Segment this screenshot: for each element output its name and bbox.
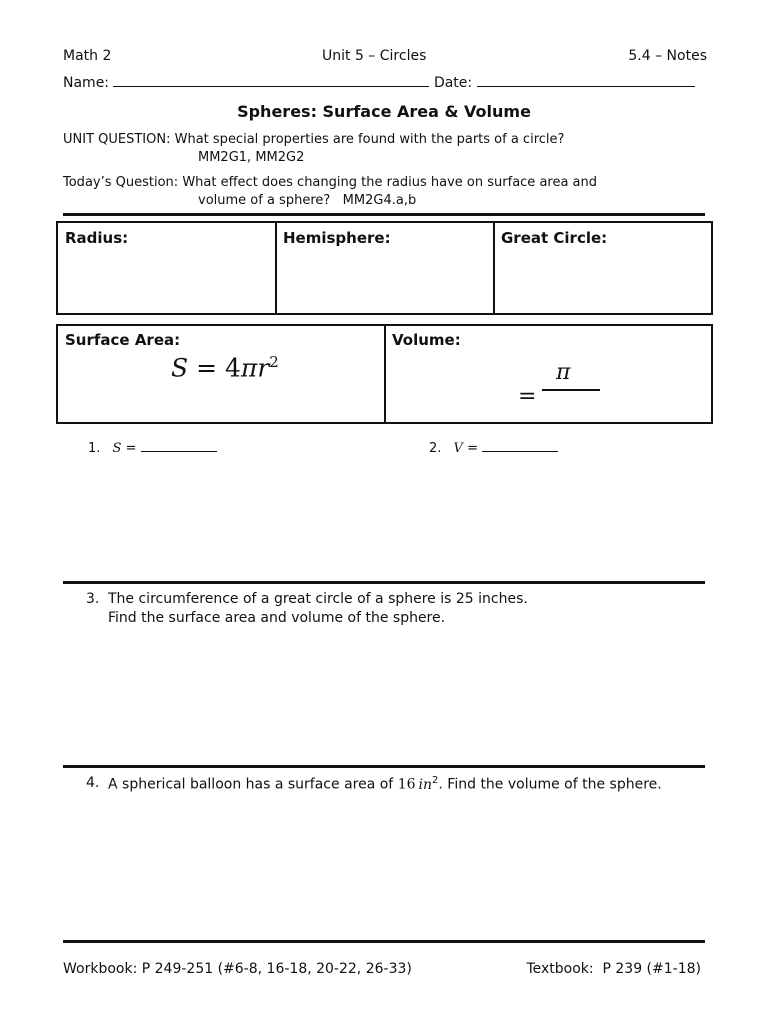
todays-question-line1: What effect does changing the radius have on surface area and — [182, 175, 598, 190]
todays-question-line2: volume of a sphere? MM2G4.a,b — [198, 193, 417, 208]
name-date-line — [63, 75, 695, 91]
divider-problem-4 — [63, 765, 705, 768]
radius-var: r — [257, 353, 270, 383]
volume-pi: π — [556, 360, 571, 385]
problem-1-var: S — [112, 441, 122, 456]
surface-area-eq: = 4 — [196, 353, 241, 383]
problem-4-number: 4. — [86, 775, 100, 791]
divider — [493, 223, 495, 313]
date-field[interactable] — [477, 86, 695, 87]
radius-label: Radius: — [65, 229, 129, 247]
divider — [275, 223, 277, 313]
problem-4-unit: in — [418, 776, 433, 793]
surface-area-label: Surface Area: — [65, 331, 181, 349]
divider-problem-3 — [63, 581, 705, 584]
problem-3-number: 3. — [86, 591, 100, 607]
course-label: Math 2 — [63, 48, 112, 64]
unit-question-standards: MM2G1, MM2G2 — [198, 150, 305, 165]
problem-4-value: 16 — [397, 776, 416, 793]
exponent: 2 — [269, 353, 279, 371]
section-label: 5.4 – Notes — [628, 48, 707, 64]
unit-label: Unit 5 – Circles — [322, 48, 427, 64]
name-field[interactable] — [113, 86, 429, 87]
formulas-table — [56, 324, 713, 424]
problem-number: 1. — [88, 441, 101, 456]
problem-4-exponent: 2 — [432, 775, 439, 786]
divider-footer — [63, 940, 705, 943]
unit-question — [63, 132, 564, 147]
date-label: Date: — [433, 75, 473, 91]
problem-4-text — [108, 775, 662, 793]
unit-question-text: What special properties are found with the parts of a circle? — [174, 132, 565, 147]
problem-3-line1: The circumference of a great circle of a sphere is 25 inches. — [108, 591, 528, 607]
surface-area-var: S — [171, 353, 189, 383]
page-title: Spheres: Surface Area & Volume — [237, 102, 531, 121]
problem-4-text-after: . Find the volume of the sphere. — [438, 776, 662, 793]
fraction-bar — [542, 389, 600, 391]
surface-area-formula — [171, 353, 279, 382]
problem-2-answer[interactable] — [482, 451, 558, 452]
problem-2 — [429, 441, 558, 456]
problem-2-var: V — [453, 441, 463, 456]
workbook-reference: Workbook: P 249-251 (#6-8, 16-18, 20-22, 26-33) — [63, 961, 412, 977]
problem-1-answer[interactable] — [141, 451, 217, 452]
problem-2-eq: = — [467, 441, 478, 456]
problem-3-line2: Find the surface area and volume of the sphere. — [108, 610, 446, 626]
definitions-table — [56, 221, 713, 315]
pi-symbol: π — [240, 353, 258, 383]
problem-4-text-before: A spherical balloon has a surface area of — [108, 776, 394, 793]
todays-question — [63, 175, 597, 190]
divider-top — [63, 213, 705, 216]
problem-1-eq: = — [125, 441, 137, 456]
name-label: Name: — [63, 75, 110, 91]
volume-eq: = — [518, 384, 537, 409]
problem-number: 2. — [429, 441, 442, 456]
volume-label: Volume: — [392, 331, 461, 349]
great-circle-label: Great Circle: — [501, 229, 608, 247]
unit-question-label: UNIT QUESTION: — [63, 132, 171, 147]
divider — [384, 326, 386, 422]
textbook-reference: Textbook: P 239 (#1-18) — [526, 961, 701, 977]
todays-question-label: Today’s Question: — [63, 175, 179, 190]
hemisphere-label: Hemisphere: — [283, 229, 391, 247]
problem-1 — [88, 441, 217, 456]
